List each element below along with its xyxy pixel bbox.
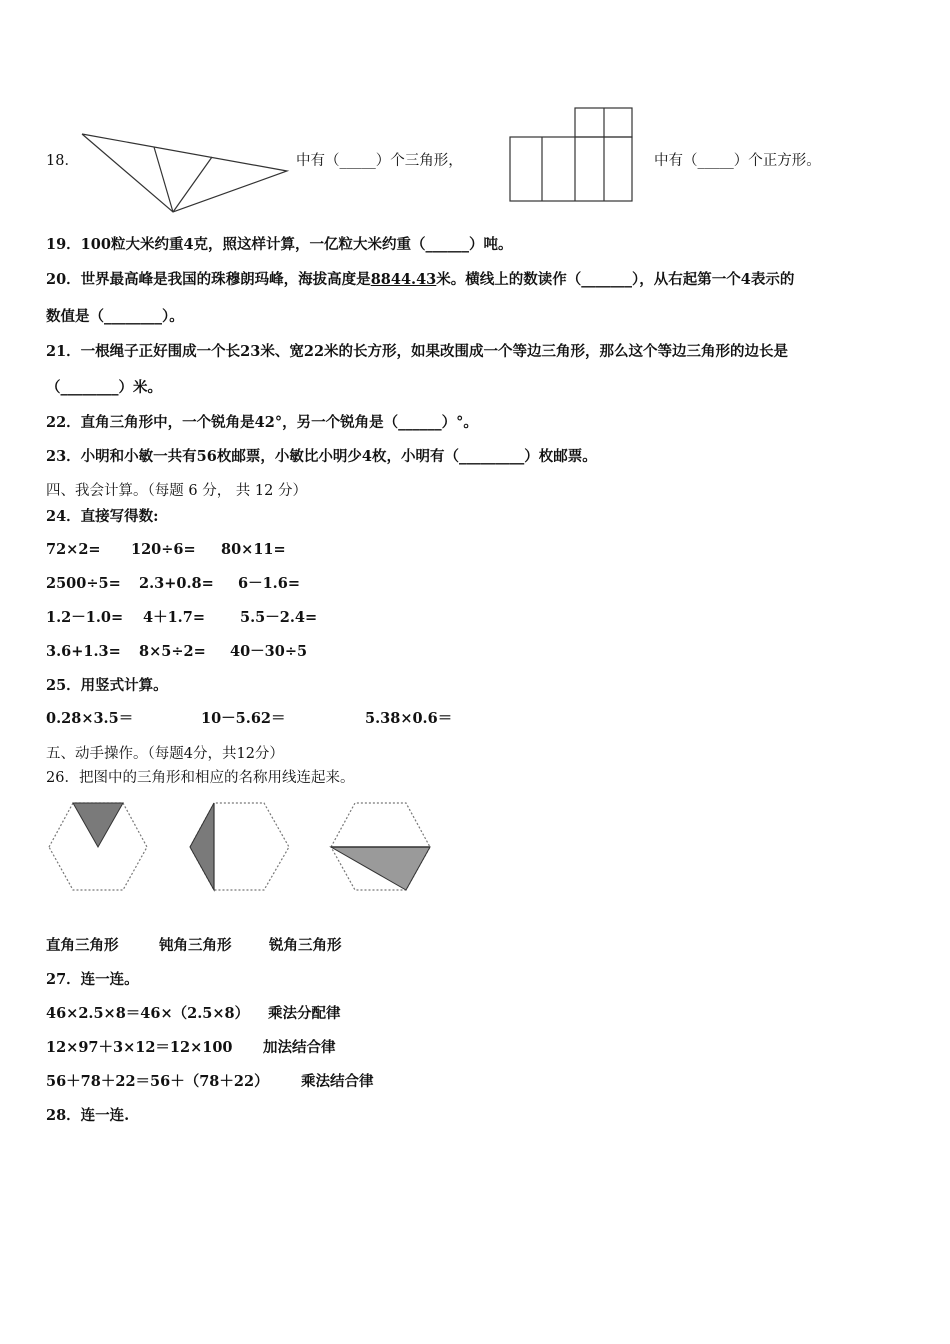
q23: 23．小明和小敏一共有56枚邮票，小敏比小明少4枚，小明有（_________）枚邮票。 bbox=[46, 448, 597, 465]
q21-line1: 21．一根绳子正好围成一个长23米、宽22米的长方形，如果改围成一个等边三角形，那么这个等边三角形的边长是 bbox=[46, 343, 789, 360]
section-5-heading: 五、动手操作。（每题4分，共12分） bbox=[46, 746, 284, 762]
q20-number: 8844.43 bbox=[370, 271, 437, 288]
q18-triangle-question: 中有（_____）个三角形， bbox=[296, 153, 463, 169]
q20-line1: 20．世界最高峰是我国的珠穆朗玛峰，海拔高度是8844.43米。横线上的数读作（_______），从右起第一个4表示的 bbox=[46, 271, 795, 288]
q18-number: 18． bbox=[46, 153, 79, 169]
q27-title: 27．连一连。 bbox=[46, 971, 139, 988]
q21-line2: （________）米。 bbox=[46, 379, 162, 396]
q24-title: 24．直接写得数: bbox=[46, 508, 159, 525]
section-4-heading: 四、我会计算。（每题 6 分， 共 12 分） bbox=[46, 483, 307, 499]
q25-title: 25．用竖式计算。 bbox=[46, 677, 168, 694]
q20-line2: 数值是（________）。 bbox=[46, 308, 184, 325]
q22: 22．直角三角形中，一个锐角是42°，另一个锐角是（______）°。 bbox=[46, 414, 478, 431]
q26-title: 26．把图中的三角形和相应的名称用线连起来。 bbox=[46, 770, 355, 786]
q28: 28．连一连. bbox=[46, 1107, 130, 1124]
q18-square-question: 中有（_____）个正方形。 bbox=[654, 153, 821, 169]
q19: 19．100粒大米约重4克，照这样计算，一亿粒大米约重（______）吨。 bbox=[46, 236, 513, 253]
